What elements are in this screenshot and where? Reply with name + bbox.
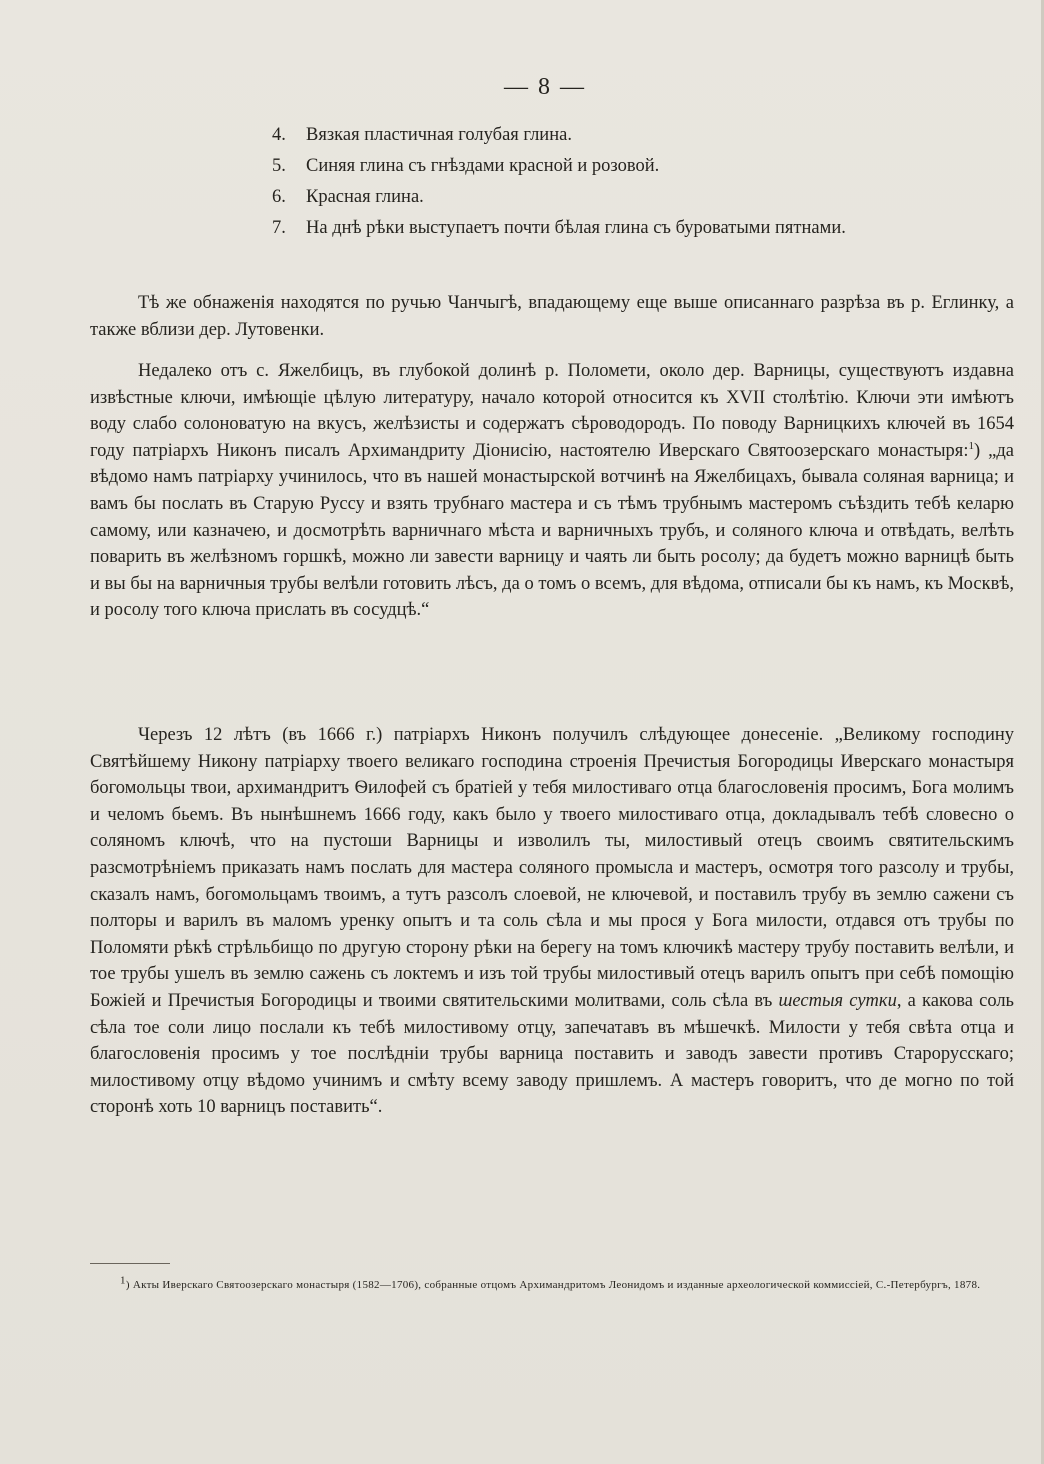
paragraph-text: Недалеко отъ с. Яжелбицъ, въ глубокой долинѣ р. Поломети, около дер. Варницы, существуютъ издавна извѣстные ключи, имѣющіе цѣлую литературу, начало которой относится къ XVII столѣтію. Ключи эти имѣютъ воду слабо солоноватую на вкусъ, желѣзисты и содержатъ сѣроводородъ. По поводу Варницкихъ ключей въ 1654 году патріархъ Никонъ писалъ Архимандриту Діонисію, настоятелю Иверскаго Святоозерскаго монастыря:	[90, 361, 1014, 461]
footnote	[90, 1276, 1014, 1295]
paragraph-text-end: , а какова соль сѣла тое соли лицо послали къ тебѣ милостивому отцу, запечатавъ въ мѣшечкѣ. Милости у тебя свѣта отца и благословенія просимъ у тое послѣдніи трубы варница поставить и заводъ завести противъ Старорусскаго; милостивому отцу вѣдомо учинимъ и смѣту всему заводу пришлемъ. А мастеръ говоритъ, что де могно по той сторонѣ хоть 10 варницъ поставить“.	[90, 990, 1014, 1118]
paragraph-report	[90, 722, 1014, 1121]
list-item-text: Синяя глина съ гнѣздами красной и розовой.	[306, 156, 660, 176]
list-item-number: 5.	[272, 156, 286, 176]
list-item	[272, 213, 872, 244]
paragraph-text: Тѣ же обнаженія находятся по ручью Чанчыгѣ, впадающему еще выше описаннаго разрѣза въ р. Еглинку, а также вблизи дер. Лутовенки.	[90, 293, 1014, 340]
paragraph-quote: ) „да вѣдомо намъ патріарху учинилось, что въ нашей монастырской вотчинѣ на Яжелбицахъ, бывала соляная варница; и вамъ бы послать въ Старую Руссу и взять трубнаго мастера и съ тѣмъ трубнымъ мастеромъ съѣздить тебѣ келарю самому, или казначею, и досмотрѣть варничнаго мѣста и варничныхъ трубъ, и соляного ключа и отвѣдать, велѣть поварить въ желѣзномъ горшкѣ, можно ли завести варницу и чаять ли быть росолу; да будетъ можно варницѣ быть и вы бы на варничныя трубы велѣли готовить лѣсъ, да о томъ о всемъ, для вѣдома, отписали бы къ намъ, къ Москвѣ, и росолу того ключа прислать въ сосудцѣ.“	[90, 440, 1014, 621]
list-item	[272, 151, 872, 182]
list-item	[272, 182, 872, 213]
list-item-number: 6.	[272, 187, 286, 207]
footnote-divider	[90, 1263, 170, 1264]
footnote-text: ) Акты Иверскаго Святоозерскаго монастыря (1582—1706), собранные отцомъ Архимандритомъ Леонидомъ и изданные археологической коммиссіей, С.-Петербургъ, 1878.	[125, 1279, 981, 1291]
list-item-number: 4.	[272, 125, 286, 145]
list-item	[272, 120, 872, 151]
paragraph-text: Черезъ 12 лѣтъ (въ 1666 г.) патріархъ Никонъ получилъ слѣдующее донесеніе. „Великому господину Святѣйшему Никону патріарху твоего великаго господина строенія Пречистыя Богородицы Иверскаго монастыря богомольцы твои, архимандритъ Ѳилофей съ братіей у тебя милостиваго отца благословенія просимъ, Бога молимъ и челомъ бьемъ. Въ нынѣшнемъ 1666 году, какъ было у твоего милостиваго отца, докладывалъ тебѣ словесно о соляномъ ключѣ, что на пустоши Варницы и изволилъ ты, милостивый отецъ своимъ святительскимъ разсмотрѣніемъ приказать намъ послать для мастера соляного промысла и мастеръ, осмотря того разсолу и трубы, сказалъ намъ, богомольцамъ твоимъ, а тутъ разсолъ слоевой, не ключевой, и поставилъ трубу въ землю сажени съ полторы и варилъ въ маломъ уренку опытъ и та соль сѣла и мы прося у Бога милости, отдався отъ трубы по Поломяти рѣкѣ стрѣльбищо по другую сторону рѣки на берегу на томъ ключикѣ мастеру трубу поставить велѣли, и тое трубы ушелъ въ землю сажень съ локтемъ и изъ той трубы милостивый отецъ варилъ опытъ при себѣ помощію Божіей и Пречистыя Богородицы и твоими святительскими молитвами, соль сѣла въ	[90, 725, 1014, 1011]
list-item-text: На днѣ рѣки выступаетъ почти бѣлая глина съ буроватыми пятнами.	[306, 218, 846, 238]
footnote-mark: 1	[120, 1274, 126, 1287]
paragraph-exposures	[90, 290, 1014, 343]
paragraph-springs	[90, 358, 1014, 624]
italic-phrase: шестыя сутки	[778, 990, 897, 1011]
footnote-reference: 1	[968, 439, 974, 452]
page-number: — 8 —	[504, 74, 586, 100]
layer-list	[272, 120, 872, 244]
list-item-text: Вязкая пластичная голубая глина.	[306, 125, 572, 145]
list-item-number: 7.	[272, 218, 286, 238]
list-item-text: Красная глина.	[306, 187, 424, 207]
